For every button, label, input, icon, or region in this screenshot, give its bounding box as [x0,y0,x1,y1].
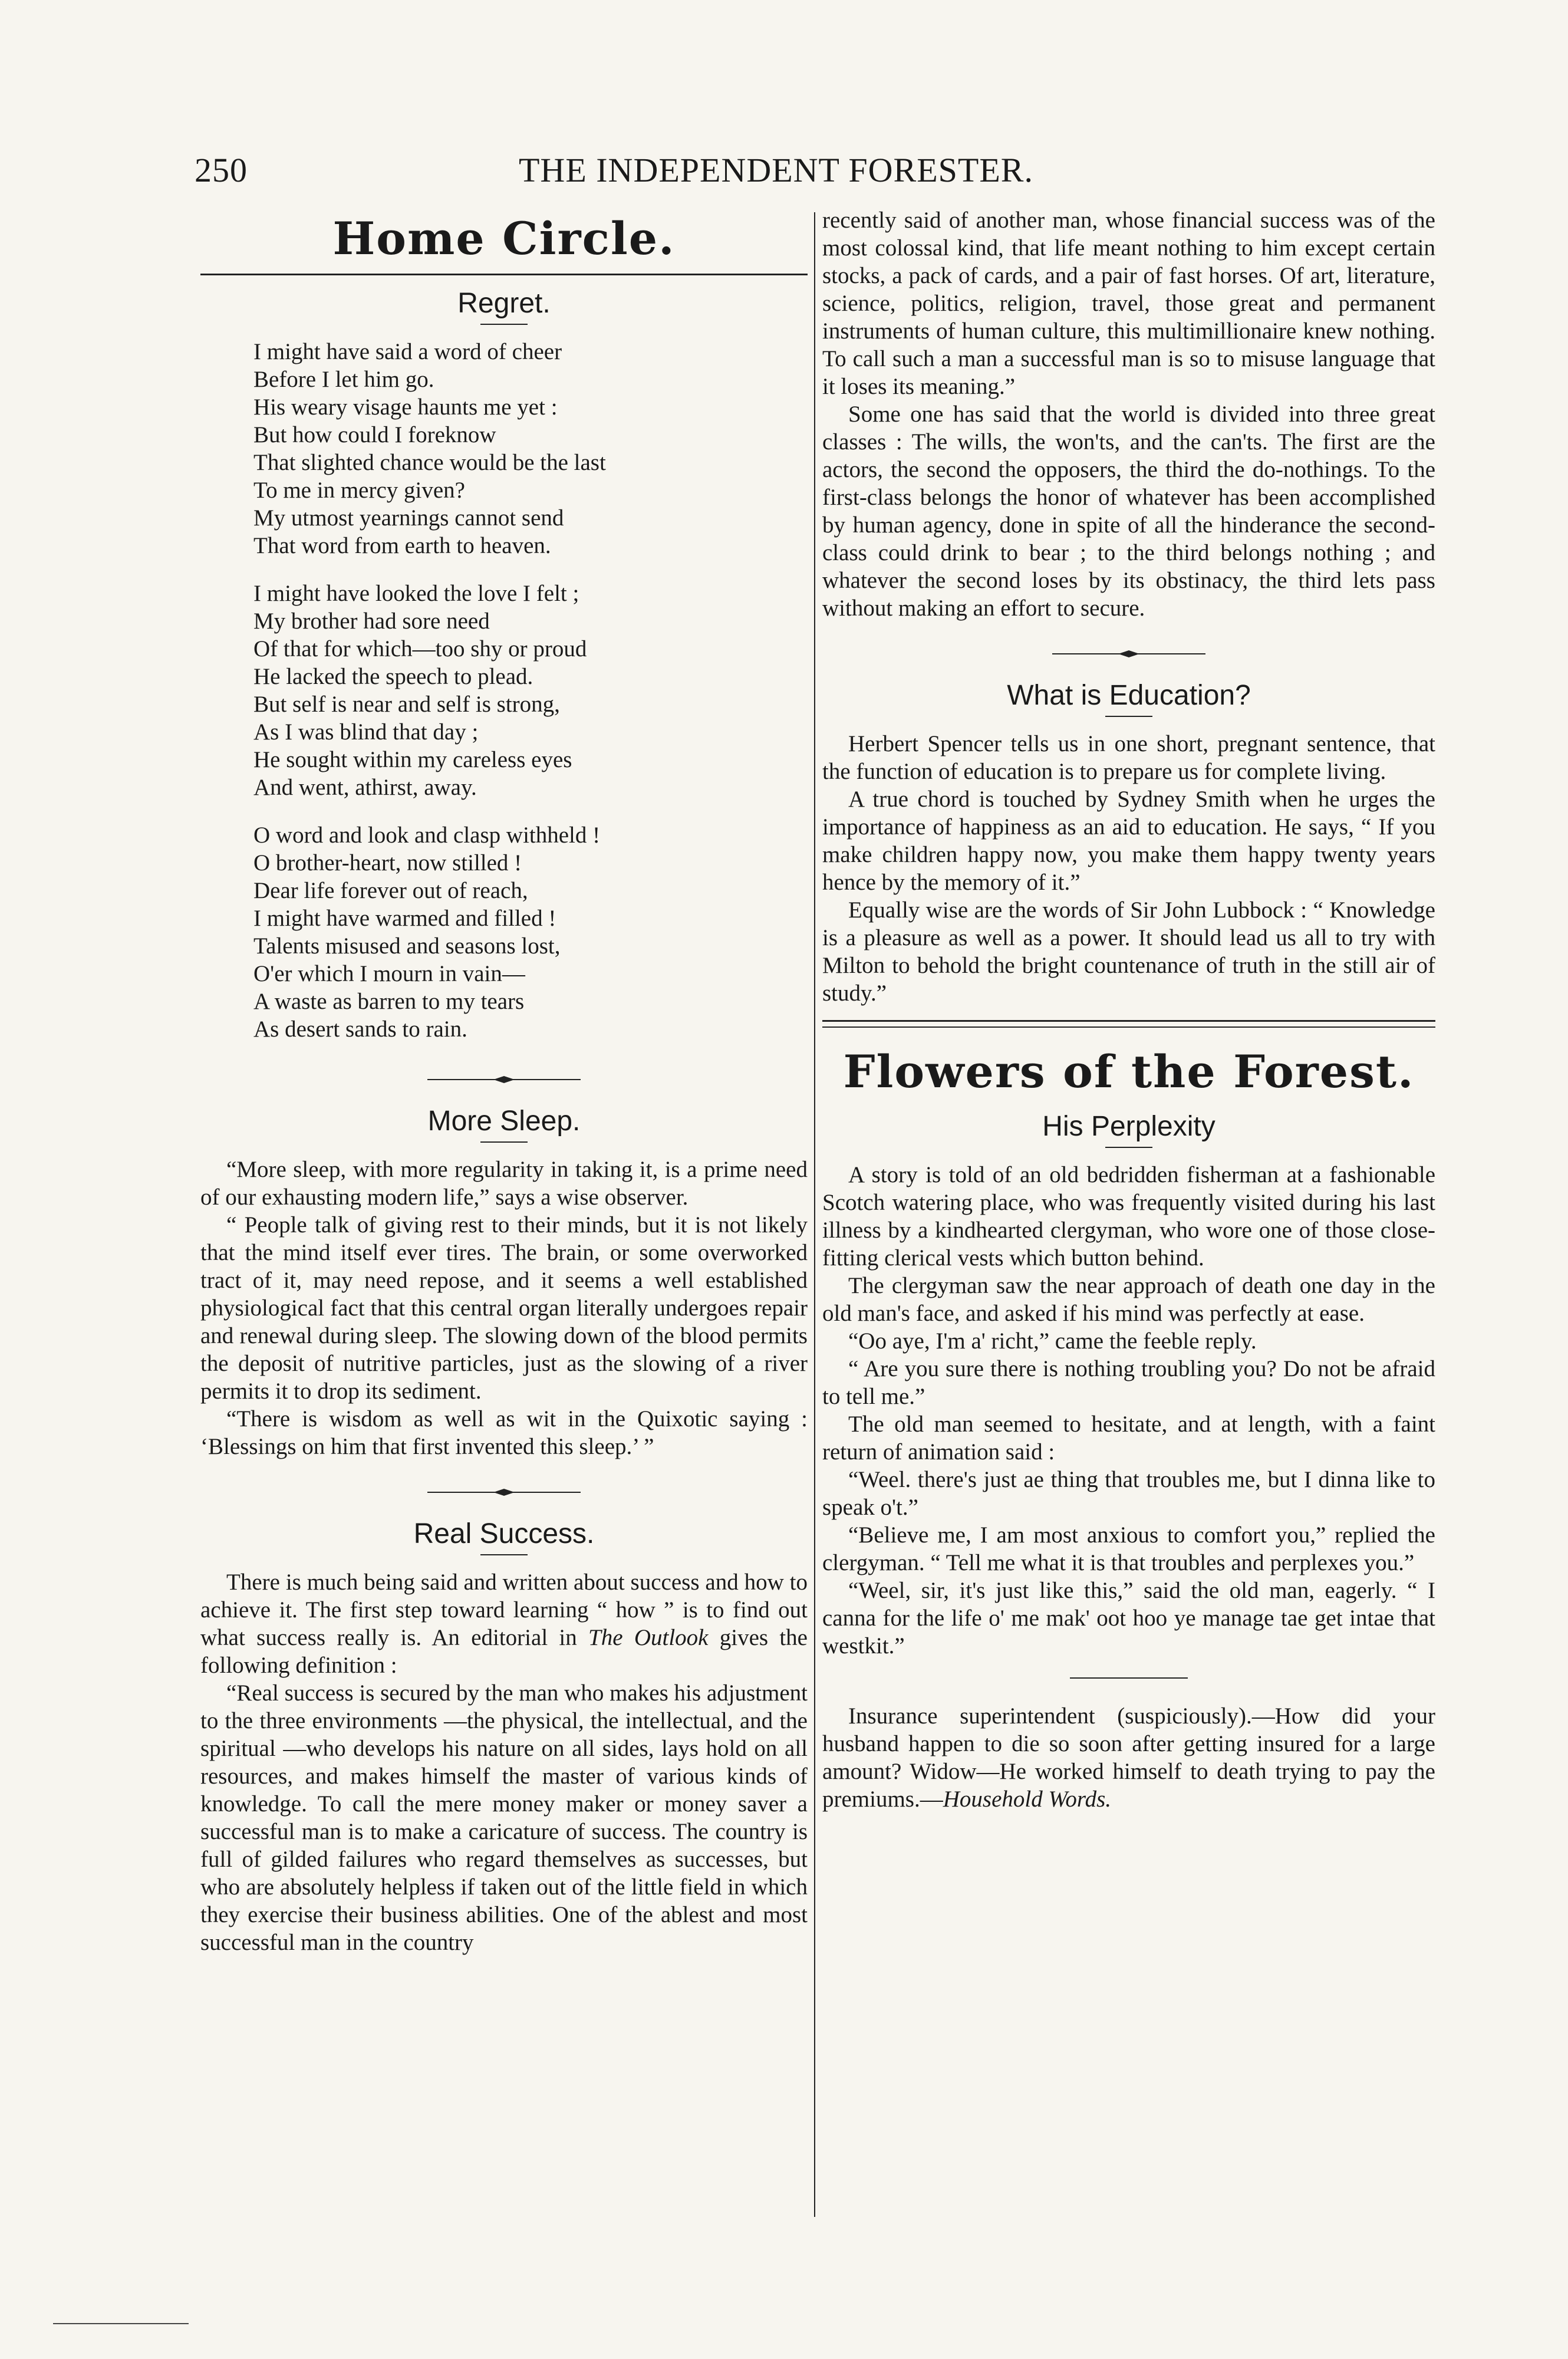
poem-line: O'er which I mourn in vain— [253,961,525,986]
running-header [195,144,1438,198]
poem-line: O word and look and clasp withheld ! [253,822,601,848]
title-dash [480,324,528,325]
paragraph: “ Are you sure there is nothing troubling you? Do not be afraid to tell me.” [822,1356,1435,1409]
paragraph: Herbert Spencer tells us in one short, pregnant sentence, that the function of education is to prepare us for complete living. [822,731,1435,784]
poem-line: Before I let him go. [253,367,434,392]
poem-line: I might have looked the love I felt ; [253,581,579,606]
paragraph: “More sleep, with more regularity in taking it, is a prime need of our exhausting modern life,” says a wise observer. [200,1157,808,1210]
title-dash [480,1554,528,1555]
paragraph: “There is wisdom as well as wit in the Quixotic saying : ‘Blessings on him that first invented this sleep.’ ” [200,1406,808,1459]
paragraph [822,1702,1435,1813]
home-circle-heading: Home Circle. [332,212,676,265]
text-run: Insurance superintendent (suspiciously).—How did your husband happen to die so soon after getting insured for a large amount? Widow—He worked himself to death trying to pay the premiums.— [822,1703,1435,1812]
section-rule [200,274,808,275]
text-run: gives the following definition : [200,1625,808,1678]
poem-stanza [253,338,808,560]
poem-line: Dear life forever out of reach, [253,878,528,903]
paragraph: “Oo aye, I'm a' richt,” came the feeble reply. [848,1328,1257,1354]
more-sleep-title: More Sleep. [427,1106,581,1137]
paragraph: A story is told of an old bedridden fisherman at a fashionable Scotch watering place, who was frequently visited during his last illness by a kindhearted clergyman, who wore one of those close-fitting clerical vests which button behind. [822,1162,1435,1271]
poem-line: His weary visage haunts me yet : [253,394,558,420]
flowers-heading: Flowers of the Forest. [843,1045,1415,1098]
regret-poem [200,338,808,1043]
poem-line: He lacked the speech to plead. [253,664,533,689]
education-title: What is Education? [1007,680,1251,711]
poem-stanza [253,580,808,801]
paragraph: Some one has said that the world is divided into three great classes : The wills, the won'ts, and the can'ts. The first are the actors, the second the opposers, the third the do-nothings. To the first-class belongs the honor of whatever has been accomplished by human agency, done in spite of all the hinderance the second-class could drink to bear ; to the third belongs nothing ; and whatever the second loses by its obstinacy, the third lets pass without making an effort to secure. [822,402,1435,621]
poem-line: I might have said a word of cheer [253,339,562,364]
poem-line: As I was blind that day ; [253,719,479,745]
poem-line: To me in mercy given? [253,478,465,503]
section-double-rule [822,1020,1435,1028]
poem-line: That slighted chance would be the last [253,450,606,475]
ornament-divider [200,1063,808,1091]
left-column [200,206,808,1956]
poem-line: He sought within my careless eyes [253,747,572,772]
poem-line: As desert sands to rain. [253,1016,467,1042]
page-number: 250 [195,151,248,189]
poem-line: My brother had sore need [253,608,490,634]
paragraph: The clergyman saw the near approach of death one day in the old man's face, and asked if his mind was perfectly at ease. [822,1273,1435,1326]
right-column [822,206,1435,1813]
poem-line: My utmost yearnings cannot send [253,505,564,531]
running-title: THE INDEPENDENT FORESTER. [519,151,1033,189]
poem-line: A waste as barren to my tears [253,989,525,1014]
title-dash [480,1141,528,1143]
poem-stanza [253,821,808,1043]
poem-line: But how could I foreknow [253,422,496,448]
separator-rule [1070,1677,1188,1679]
poem-line: Talents misused and seasons lost, [253,933,561,959]
paragraph: “Weel, sir, it's just like this,” said the old man, eagerly. “ I canna for the life o' me mak' oot hoo ye manage tae get intae that westkit.” [822,1578,1435,1659]
paragraph-continued: recently said of another man, whose financial success was of the most colossal kind, that life meant nothing to him except certain stocks, a pack of cards, and a pair of fast horses. Of art, literature, science, politics, religion, travel, those great and permanent instruments of human culture, this multimillionaire knew nothing. To call such a man a successful man is so to misuse language that it loses its meaning.” [822,208,1435,399]
paragraph: “ People talk of giving rest to their minds, but it is not likely that the mind itself ever tires. The brain, or some overworked tract of it, may need repose, and it seems a well established physiological fact that this central organ literally undergoes repair and renewal during sleep. The slowing down of the blood permits the deposit of nutritive particles, just as the slowing of a river permits it to drop its sediment. [200,1212,808,1404]
perplexity-title: His Perplexity [1042,1111,1215,1142]
poem-line: And went, athirst, away. [253,775,477,800]
ornament-divider [200,1476,808,1503]
real-success-title: Real Success. [413,1518,595,1549]
source-credit: Household Words. [943,1786,1112,1812]
poem-line: But self is near and self is strong, [253,692,560,717]
paragraph [200,1568,808,1679]
paragraph: A true chord is touched by Sydney Smith when he urges the importance of happiness as an aid to education. He says, “ If you make children happy now, you make them happy twenty years hence by the memory of it.” [822,787,1435,895]
column-divider [814,212,815,2217]
paragraph: “Believe me, I am most anxious to comfort you,” replied the clergyman. “ Tell me what it is that troubles and perplexes you.” [822,1522,1435,1575]
poem-line: Of that for which—too shy or proud [253,636,587,662]
publication-name: The Outlook [588,1625,709,1650]
paragraph: “Weel. there's just ae thing that troubles me, but I dinna like to speak o't.” [822,1467,1435,1520]
paragraph: Equally wise are the words of Sir John Lubbock : “ Knowledge is a pleasure as well as a power. It should lead us all to try with Milton to behold the bright countenance of truth in the still air of study.” [822,897,1435,1006]
poem-line: That word from earth to heaven. [253,533,551,558]
poem-line: I might have warmed and filled ! [253,906,556,931]
regret-title: Regret. [457,288,551,319]
paragraph: The old man seemed to hesitate, and at length, with a faint return of animation said : [822,1412,1435,1465]
title-dash [1105,716,1152,717]
title-dash [1105,1147,1152,1148]
footer-mark [53,2323,189,2324]
ornament-divider [822,637,1435,665]
paragraph: “Real success is secured by the man who makes his adjustment to the three environments —the physical, the intellectual, and the spiritual —who develops his nature on all sides, lays hold on all resources, and makes himself the master of various kinds of knowledge. To call the mere money maker or money saver a successful man is to make a caricature of success. The country is full of gilded failures who regard themselves as successes, but who are absolutely helpless if taken out of the little field in which they exercise their business abilities. One of the ablest and most successful man in the country [200,1680,808,1955]
text-run: There is much being said and written about success and how to achieve it. The first step toward learning “ how ” is to find out what success really is. An editorial in [200,1570,808,1650]
poem-line: O brother-heart, now stilled ! [253,850,522,876]
